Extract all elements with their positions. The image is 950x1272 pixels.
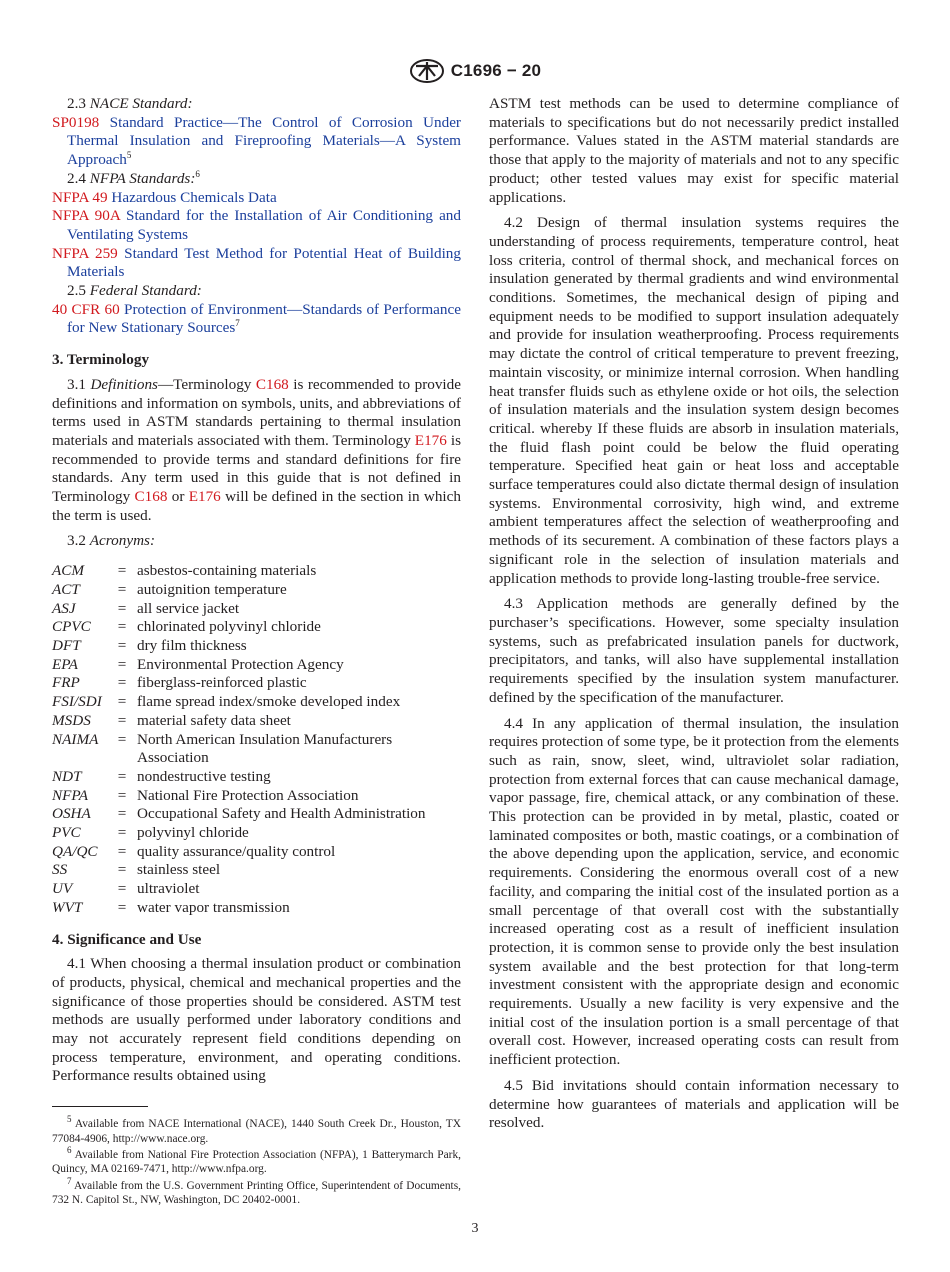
footnote-number: 7 xyxy=(67,1175,72,1186)
acronym-term: PVC xyxy=(52,824,81,842)
acronym-definition: ultraviolet xyxy=(137,880,200,898)
right-column xyxy=(489,95,899,1133)
ref-code[interactable]: 40 CFR 60 xyxy=(52,300,120,318)
footnote-number: 6 xyxy=(67,1145,72,1156)
equals-sign: = xyxy=(117,898,127,916)
paragraph-3-1: 3.1 Definitions—Terminology C168 is recommended to provide definitions and information on symbols, units, and abbreviations of terms used in ASTM standards pertaining to thermal insulation materials and materials associated with them. Terminology E176 is recommended to provide terms and standard definitions for fire standards. Any term used in this guide that is not defined in Terminology C168 or E176 will be defined in the section in which the term is used. xyxy=(52,375,461,524)
equals-sign: = xyxy=(117,880,127,898)
acronym-row xyxy=(52,637,461,656)
acronym-definition: quality assurance/quality control xyxy=(137,842,336,860)
page-header xyxy=(0,58,950,84)
ref-code[interactable]: NFPA 259 xyxy=(52,244,118,262)
acronym-definition: asbestos-containing materials xyxy=(137,562,317,580)
equals-sign: = xyxy=(117,674,127,692)
ref-nace-sp0198[interactable]: SP0198 Standard Practice—The Control of Corrosion Under Thermal Insulation and Fireproofing Materials—A System Approach$^5$ xyxy=(52,113,461,169)
ref-title[interactable]: Standard for the Installation of Air Conditioning and Ventilating Systems xyxy=(67,207,461,243)
acronym-term: NDT xyxy=(52,767,82,785)
acronym-term: NFPA xyxy=(52,786,89,804)
paragraph-4-1-continued: ASTM test methods can be used to determine compliance of materials to specifications but do not necessarily predict installed performance. Values stated in the ASTM material standards are those that apply to the majority of materials and not to any specific product; other tested values may exist for specific material applications. xyxy=(489,95,899,206)
ref-code[interactable]: SP0198 xyxy=(52,113,100,131)
ref-title[interactable]: Hazardous Chemicals Data xyxy=(111,188,277,206)
paragraph-4-1: 4.1 When choosing a thermal insulation product or combination of products, physical, chemical and mechanical properties and the significance of those properties should be considered. ASTM test methods are usually performed under laboratory conditions and may not accurately represent field conditions depending on process temperature, environment, and operating conditions. Performance results obtained using xyxy=(52,955,461,1085)
acronym-term: ACT xyxy=(52,580,80,598)
acronym-term: MSDS xyxy=(52,711,91,729)
equals-sign: = xyxy=(117,655,127,673)
equals-sign: = xyxy=(117,599,127,617)
ref-code[interactable]: NFPA 49 xyxy=(52,188,108,206)
ref-code[interactable]: NFPA 90A xyxy=(52,207,120,225)
acronym-row xyxy=(52,805,461,824)
acronym-term: QA/QC xyxy=(52,842,98,860)
ref-title[interactable]: Standard Test Method for Potential Heat of Building Materials xyxy=(67,244,461,281)
acronym-row xyxy=(52,861,461,880)
acronym-definition: Environmental Protection Agency xyxy=(137,655,344,673)
equals-sign: = xyxy=(117,767,127,785)
equals-sign: = xyxy=(117,824,127,842)
acronym-term: ACM xyxy=(52,562,85,580)
acronym-row xyxy=(52,880,461,899)
equals-sign: = xyxy=(117,805,127,823)
acronym-row xyxy=(52,656,461,675)
acronym-term: EPA xyxy=(52,655,78,673)
acronym-term: CPVC xyxy=(52,618,91,636)
paragraph-4-4: 4.4 In any application of thermal insulation, the insulation requires protection of some type, be it protection from the elements such as rain, snow, sleet, wind, ultraviolet solar radiation, protection from external forces that can cause mechanical damage, vapor passage, fire, chemical attack, or any combination of these. This protection can be provided in by metal, plastic, coated or laminated composites or both, mastic coatings, or a combination of the above depending upon the application, service, and economic requirements. Considering the enormous overall cost of a new facility, and comparing the initial cost of the insulated portion as a small percentage of that overall cost with the substantially increased operating cost as a result of inefficient insulation protection, it is common sense to provide only the best insulation system available and the best protection for that long-term investment consistent with the appropriate design and economic requirements. Usually a new facility is very expensive and the initial cost of the insulation portion is a small percentage of that overall cost. However, increased operating costs can result from inefficient protection. xyxy=(489,714,899,1069)
document-id: C1696 − 20 xyxy=(450,61,542,80)
acronym-row xyxy=(52,824,461,843)
ref-nfpa-90a[interactable] xyxy=(52,207,461,244)
left-column xyxy=(52,95,461,1210)
ref-40-cfr-60[interactable]: 40 CFR 60 Protection of Environment—Standards of Performance for New Stationary Sources$^7$ xyxy=(52,300,461,337)
acronym-row xyxy=(52,600,461,619)
acronym-row xyxy=(52,843,461,862)
acronym-definition: polyvinyl chloride xyxy=(137,824,249,842)
acronym-row xyxy=(52,787,461,806)
equals-sign: = xyxy=(117,861,127,879)
section-2-5: 2.5 Federal Standard: xyxy=(67,282,202,300)
acronym-definition: flame spread index/smoke developed index xyxy=(137,693,401,711)
acronym-definition: Occupational Safety and Health Administration xyxy=(137,805,426,823)
equals-sign: = xyxy=(117,580,127,598)
footnotes xyxy=(52,1114,461,1207)
equals-sign: = xyxy=(117,842,127,860)
acronym-term: UV xyxy=(52,880,73,898)
paragraph-3-2: 3.2 Acronyms: xyxy=(67,532,156,550)
footnote xyxy=(52,1145,461,1177)
acronym-row xyxy=(52,712,461,731)
footnote xyxy=(52,1175,461,1208)
acronym-list xyxy=(52,562,461,917)
paragraph-4-5: 4.5 Bid invitations should contain information necessary to determine how guarantees of materials and application will be resolved. xyxy=(489,1076,899,1132)
acronym-row xyxy=(52,693,461,712)
section-2-3: 2.3 NACE Standard: xyxy=(67,95,193,112)
acronym-row xyxy=(52,899,461,918)
acronym-term: NAIMA xyxy=(52,730,99,748)
acronym-term: SS xyxy=(52,861,68,879)
astm-logo-icon xyxy=(409,58,445,84)
equals-sign: = xyxy=(117,711,127,729)
equals-sign: = xyxy=(117,730,127,748)
acronym-term: OSHA xyxy=(52,805,91,823)
footnote-number: 5 xyxy=(67,1114,72,1125)
footnote-rule xyxy=(52,1106,148,1107)
acronym-definition: stainless steel xyxy=(137,861,221,879)
acronym-term: FRP xyxy=(52,674,80,692)
equals-sign: = xyxy=(117,636,127,654)
equals-sign: = xyxy=(117,618,127,636)
ref-nfpa-259[interactable] xyxy=(52,245,461,282)
acronym-row xyxy=(52,562,461,581)
paragraph-4-2: 4.2 Design of thermal insulation systems requires the understanding of process requirements, temperature control, heat loss criteria, control of thermal shock, and mechanical forces on insulation generated by thermal gradients and wind environmental conditions. Sometimes, the mechanical design of piping and equipment needs to be modified to support insulation adequately and provide for insulation weatherproofing. Process requirements may dictate the control of critical temperature to prevent freezing, maintain viscosity, or minimize internal corrosion. When handling heat transfer fluids such as ethylene oxide or hot oils, the selection of insulation materials and the insulation system design becomes critical. whereby If these fluids are absorb in insulation materials, the fluid flash point could be below the fluid operating temperature. Specified heat gain or heat loss and acceptable surface temperatures could also dictate thermal design of insulation systems. Environmental corrosivity, high wind, and extreme ambient temperatures affect the selection of weatherproofing and methods of its securement. A combination of these factors plays a significant role in the selection of insulation materials and application methods to provide long-lasting trouble-free service. xyxy=(489,214,899,587)
acronym-definition: National Fire Protection Association xyxy=(137,786,359,804)
acronym-term: ASJ xyxy=(52,599,76,617)
section-4-heading: 4. Significance and Use xyxy=(52,930,202,948)
page-number: 3 xyxy=(471,1221,479,1236)
link-c168[interactable]: C168 xyxy=(255,375,289,393)
acronym-row xyxy=(52,581,461,600)
ref-title[interactable]: Standard Practice—The Control of Corrosion Under Thermal Insulation and Fireproofing Materials—A System Approach xyxy=(67,113,461,169)
section-2-4: 2.4 NFPA Standards:$^6$ xyxy=(67,168,200,187)
link-e176[interactable]: E176 xyxy=(188,488,221,506)
acronym-row xyxy=(52,768,461,787)
acronym-definition: chlorinated polyvinyl chloride xyxy=(137,618,321,636)
acronym-term: FSI/SDI xyxy=(52,693,102,711)
acronym-row xyxy=(52,674,461,693)
link-c168[interactable]: C168 xyxy=(134,488,168,506)
acronym-definition: all service jacket xyxy=(137,599,240,617)
section-3-heading: 3. Terminology xyxy=(52,351,150,369)
acronym-definition: water vapor transmission xyxy=(137,898,290,916)
ref-nfpa-49[interactable] xyxy=(52,189,461,208)
footnote-text: Available from NACE International (NACE), 1440 South Creek Dr., Houston, TX 77084-4906, http://www.nace.org. xyxy=(52,1118,461,1145)
ref-title[interactable]: Protection of Environment—Standards of Performance for New Stationary Sources xyxy=(67,300,461,337)
acronym-definition: fiberglass-reinforced plastic xyxy=(137,674,307,692)
footnote-text: Available from National Fire Protection Association (NFPA), 1 Batterymarch Park, Quincy, MA 02169-7471, http://www.nfpa.org. xyxy=(52,1148,461,1176)
acronym-definition: North American Insulation Manufacturers Association xyxy=(137,730,393,767)
equals-sign: = xyxy=(117,786,127,804)
footnote-text: Available from the U.S. Government Printing Office, Superintendent of Documents, 732 N. Capitol St., NW, Washington, DC 20402-0001. xyxy=(52,1179,461,1207)
equals-sign: = xyxy=(117,693,127,711)
acronym-definition: nondestructive testing xyxy=(137,767,271,785)
acronym-definition: dry film thickness xyxy=(137,636,247,654)
acronym-row xyxy=(52,731,461,768)
equals-sign: = xyxy=(117,562,127,580)
acronym-row xyxy=(52,618,461,637)
acronym-term: WVT xyxy=(52,898,83,916)
paragraph-4-3: 4.3 Application methods are generally defined by the purchaser’s specifications. However, some specialty insulation systems, such as prefabricated insulation panels for ductwork, precipitators, and tanks, will also have supplemental installation requirements specified by the insulation system manufacturer. defined by the specification of the manufacturer. xyxy=(489,595,899,706)
footnote xyxy=(52,1114,461,1146)
acronym-definition: autoignition temperature xyxy=(137,580,287,598)
acronym-definition: material safety data sheet xyxy=(137,711,291,729)
acronym-term: DFT xyxy=(52,636,81,654)
link-e176[interactable]: E176 xyxy=(414,431,447,449)
